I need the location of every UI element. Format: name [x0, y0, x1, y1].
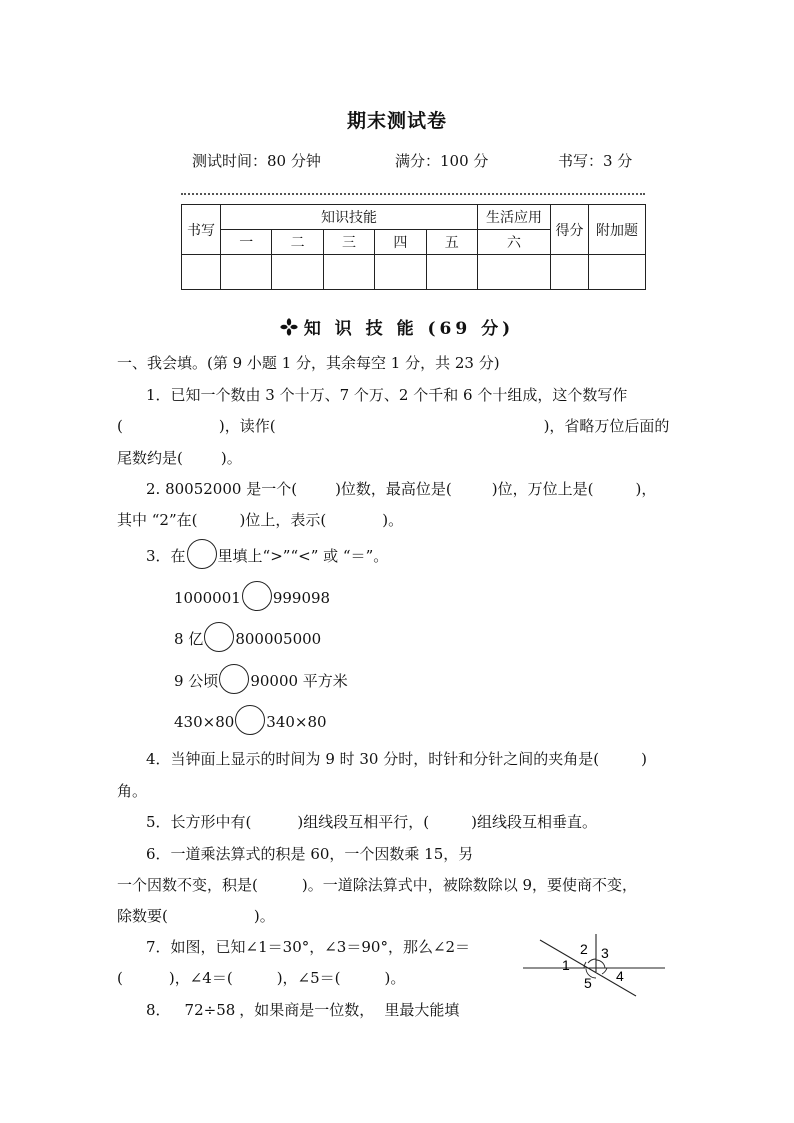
q4-line2: 角。 — [117, 782, 148, 800]
compare-circle[interactable] — [204, 622, 234, 652]
section-heading — [0, 314, 794, 339]
angle-label-2: 2 — [580, 941, 588, 957]
angle-label-1: 1 — [562, 957, 570, 973]
section-title: 知 识 技 能 (69 分) — [303, 319, 515, 339]
col-5: 五 — [426, 230, 477, 255]
q2-line1: 2. 80052000 是一个( )位数，最高位是( )位，万位上是( )， — [146, 480, 657, 498]
blank-cell[interactable] — [221, 255, 272, 290]
col-4: 四 — [375, 230, 426, 255]
q8-line: 8． 72÷58 ，如果商是一位数， 里最大能填 — [146, 1001, 460, 1019]
angle-figure — [518, 932, 668, 1007]
q7-line2: ( )，∠4＝( )，∠5＝( )。 — [117, 969, 406, 987]
writing-score: 书写：3 分 — [558, 152, 633, 170]
angle-label-5: 5 — [584, 975, 592, 991]
full-score: 满分：100 分 — [395, 152, 489, 170]
blank-cell[interactable] — [182, 255, 221, 290]
q3-instruction: 3．在 里填上“>”“<” 或 “＝”。 — [146, 545, 388, 569]
header-bonus: 附加题 — [589, 205, 646, 255]
q6-line2: 一个因数不变，积是( )。一道除法算式中，被除数除以 9，要使商不变， — [117, 876, 638, 894]
blank-cell[interactable] — [551, 255, 589, 290]
blank-cell[interactable] — [272, 255, 323, 290]
angle-label-3: 3 — [601, 945, 609, 961]
compare-item-3: 9 公顷 90000 平方米 — [174, 670, 348, 694]
blank-cell[interactable] — [478, 255, 551, 290]
compare-circle[interactable] — [235, 705, 265, 735]
flower-icon — [280, 318, 298, 336]
dotted-divider — [181, 193, 645, 195]
compare-circle[interactable] — [242, 581, 272, 611]
test-time: 测试时间：80 分钟 — [192, 152, 321, 170]
q7-line1: 7．如图，已知∠1＝30°，∠3＝90°，那么∠2＝ — [146, 938, 471, 956]
page-title: 期末测试卷 — [346, 110, 447, 132]
header-life: 生活应用 — [478, 205, 551, 230]
compare-item-1: 1000001 999098 — [174, 587, 330, 611]
part-heading: 一、我会填。(第 9 小题 1 分，其余每空 1 分，共 23 分) — [117, 354, 500, 372]
col-3: 三 — [323, 230, 374, 255]
col-6: 六 — [478, 230, 551, 255]
blank-cell[interactable] — [426, 255, 477, 290]
compare-item-2: 8 亿 800005000 — [174, 628, 321, 652]
header-skill: 知识技能 — [221, 205, 478, 230]
blank-cell[interactable] — [375, 255, 426, 290]
q5-line: 5．长方形中有( )组线段互相平行，( )组线段互相垂直。 — [146, 813, 597, 831]
q6-line3: 除数要( )。 — [117, 907, 275, 925]
compare-circle[interactable] — [187, 539, 217, 569]
q1-line1: 1．已知一个数由 3 个十万、7 个万、2 个千和 6 个十组成，这个数写作 — [146, 386, 628, 404]
q4-line1: 4．当钟面上显示的时间为 9 时 30 分时，时针和分针之间的夹角是( ) — [146, 750, 647, 768]
compare-circle[interactable] — [219, 664, 249, 694]
blank-cell[interactable] — [323, 255, 374, 290]
compare-item-4: 430×80 340×80 — [174, 711, 327, 735]
q1-line2: ( )，读作( )，省略万位后面的 — [117, 417, 670, 435]
header-writing: 书写 — [182, 205, 221, 255]
q2-line2: 其中 “2”在( )位上，表示( )。 — [117, 511, 404, 529]
q6-line1: 6．一道乘法算式的积是 60，一个因数乘 15，另 — [146, 845, 474, 863]
blank-cell[interactable] — [589, 255, 646, 290]
col-1: 一 — [221, 230, 272, 255]
angle-label-4: 4 — [616, 968, 624, 984]
score-table — [181, 204, 646, 290]
col-2: 二 — [272, 230, 323, 255]
q1-line3: 尾数约是( )。 — [117, 449, 242, 467]
header-score: 得分 — [551, 205, 589, 255]
